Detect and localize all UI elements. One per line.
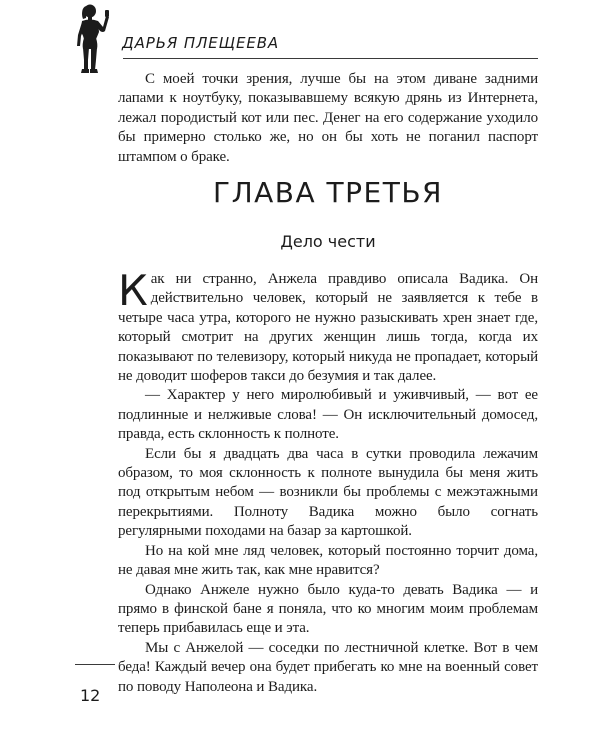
- woman-silhouette-icon: [68, 2, 112, 74]
- footer-divider: [75, 664, 115, 665]
- paragraph: С моей точки зрения, лучше бы на этом диване задними лапами к ноутбуку, показывавшему всякую дрянь из Интернета, лежал породистый кот или пес. Денег на его содержание уходило бы примерно столько же, но он бы хоть не поганил паспорт штампом о браке.: [118, 71, 538, 165]
- first-paragraph-text: ак ни странно, Анжела правдиво описала Вадика. Он действительно человек, который не заявляется к тебе в четыре часа утра, которого не нужно разыскивать хрен знает где, который смотрит на других женщин лишь тогда, когда их показывают по телевизору, который никуда не пропадает, который не доводит шоферов такси до безумия и так далее.: [118, 271, 538, 385]
- chapter-body: [118, 266, 538, 697]
- paragraph: Мы с Анжелой — соседки по лестничной клетке. Вот в чем беда! Каждый вечер она будет прибегать ко мне на военный совет по поводу Наполеона и Вадика.: [118, 639, 538, 695]
- author-name: ДАРЬЯ ПЛЕЩЕЕВА: [122, 34, 280, 52]
- dropcap: К: [118, 266, 148, 315]
- paragraph: Если бы я двадцать два часа в сутки проводила лежачим образом, то моя склонность к полноте вынудила бы меня жить под открытым небом — возникли бы проблемы с межэтажными перекрытиями. Полноту Вадика можно было согнать регулярными походами на базар за картошкой.: [118, 445, 538, 540]
- top-text-block: [118, 70, 538, 167]
- header-divider: [123, 58, 538, 59]
- paragraph: Однако Анжеле нужно было куда-то девать Вадика — и прямо в финской бане я поняла, что ко многим моим проблемам теперь прибавилась еще и эта.: [118, 581, 538, 637]
- chapter-subtitle: Дело чести: [280, 232, 376, 251]
- paragraph: — Характер у него миролюбивый и уживчивый, — вот ее подлинные и нелживые слова! — Он исключительный домосед, правда, есть склонность к полноте.: [118, 387, 538, 443]
- page-number: 12: [80, 686, 101, 705]
- paragraph: Но на кой мне ляд человек, который постоянно торчит дома, не давая мне жить так, как мне нравится?: [118, 542, 538, 579]
- first-paragraph: [118, 266, 538, 386]
- chapter-title: ГЛАВА ТРЕТЬЯ: [213, 176, 443, 209]
